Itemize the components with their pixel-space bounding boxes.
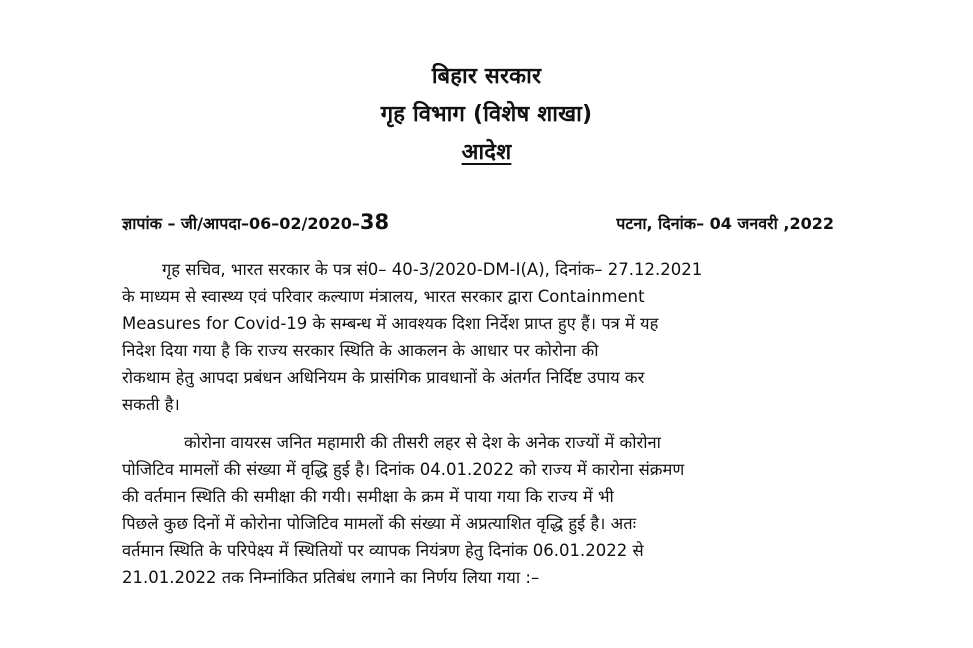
paragraph-1-line: गृह सचिव, भारत सरकार के पत्र सं0– 40-3/2020-DM-I(A), दिनांक– 27.12.2021	[162, 260, 703, 279]
paragraph-2-line: वर्तमान स्थिति के परिपेक्ष्य में स्थितियों पर व्यापक नियंत्रण हेतु दिनांक 06.01.2022 से	[122, 541, 644, 560]
department-name: गृह विभाग (विशेष शाखा)	[380, 102, 593, 127]
place-and-date: पटना, दिनांक– 04 जनवरी ,2022	[616, 214, 834, 233]
reference-line	[122, 210, 834, 234]
paragraph-2-line: पिछले कुछ दिनों में कोरोना पोजिटिव मामलों की संख्या में अप्रत्याशित वृद्धि हुई है। अतः	[122, 514, 637, 533]
order-title: आदेश	[461, 140, 512, 165]
paragraph-1	[122, 256, 834, 418]
letterhead	[0, 58, 973, 172]
paragraph-1-line: के माध्यम से स्वास्थ्य एवं परिवार कल्याण मंत्रालय, भारत सरकार द्वारा Containment	[122, 287, 645, 306]
paragraph-2-line: 21.01.2022 तक निम्नांकित प्रतिबंध लगाने का निर्णय लिया गया :–	[122, 568, 540, 587]
memo-reference-number: 38	[359, 210, 390, 234]
paragraph-1-line: रोकथाम हेतु आपदा प्रबंधन अधिनियम के प्रासंगिक प्रावधानों के अंतर्गत निर्दिष्ट उपाय कर	[122, 368, 645, 387]
paragraph-1-line: निदेश दिया गया है कि राज्य सरकार स्थिति के आकलन के आधार पर कोरोना की	[122, 341, 599, 360]
memo-reference-prefix: ज्ञापांक – जी/आपदा–06–02/2020–	[122, 214, 360, 233]
government-name: बिहार सरकार	[431, 64, 542, 89]
paragraph-1-line: सकती है।	[122, 395, 180, 414]
paragraph-1-line: Measures for Covid-19 के सम्बन्ध में आवश्यक दिशा निर्देश प्राप्त हुए हैं। पत्र में यह	[122, 314, 659, 333]
paragraph-2-line: कोरोना वायरस जनित महामारी की तीसरी लहर से देश के अनेक राज्यों में कोरोना	[184, 433, 661, 452]
paragraph-2-line: की वर्तमान स्थिति की समीक्षा की गयी। समीक्षा के क्रम में पाया गया कि राज्य में भी	[122, 487, 614, 506]
paragraph-2-line: पोजिटिव मामलों की संख्या में वृद्धि हुई है। दिनांक 04.01.2022 को राज्य में कारोना संक्रमण	[122, 460, 685, 479]
memo-reference	[122, 210, 389, 234]
order-body	[122, 256, 834, 591]
paragraph-2	[122, 429, 834, 591]
